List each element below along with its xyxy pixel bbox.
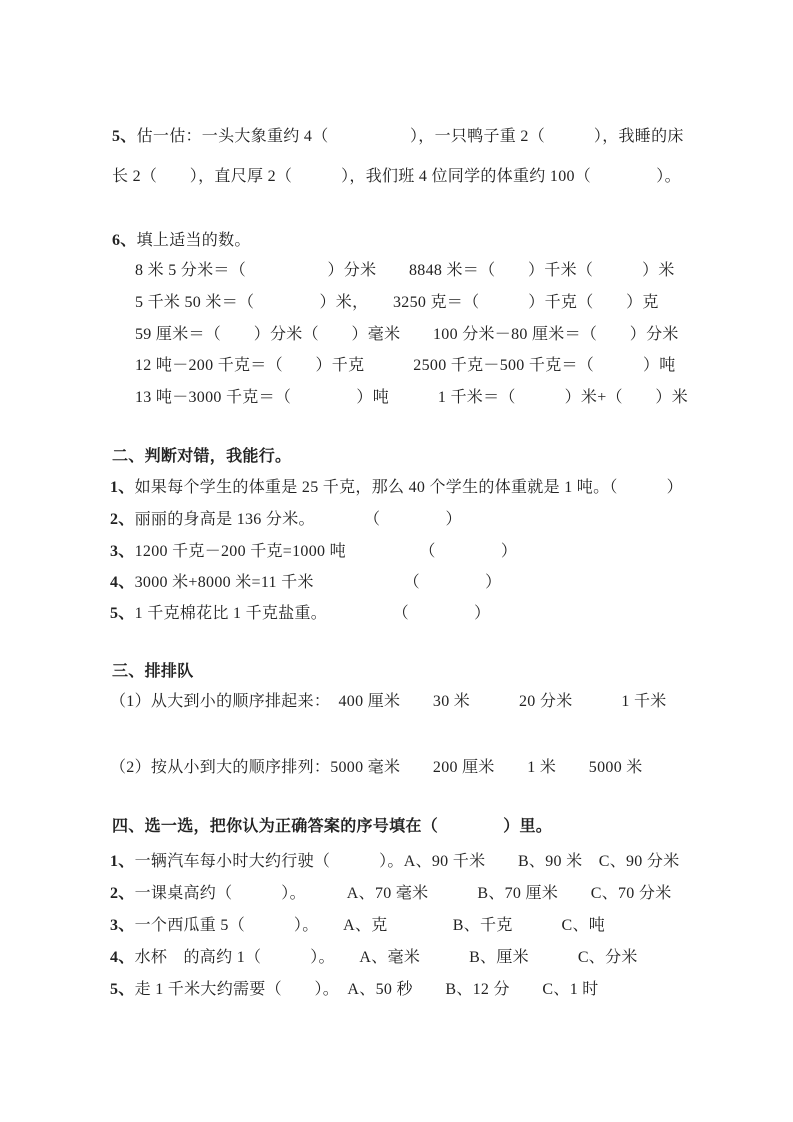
sort-item-number: （1） — [110, 693, 151, 710]
judge-item-number: 3、 — [110, 543, 135, 560]
choose-item-text: 走 1 千米大约需要（ ）。 A、50 秒 B、12 分 C、1 时 — [134, 981, 599, 998]
q5-number: 5、 — [112, 128, 137, 145]
sort-section-heading — [112, 661, 194, 683]
fill-row-text: 12 吨－200 千克＝（ ）千克 2500 千克－500 千克＝（ ）吨 — [135, 357, 676, 374]
sort-item-number: （2） — [110, 759, 151, 776]
sort-item-text: 按从小到大的顺序排列：5000 毫米 200 厘米 1 米 5000 米 — [150, 759, 643, 776]
judge-item-number: 1、 — [110, 479, 135, 496]
fill-row-text: 5 千米 50 米＝（ ）米， 3250 克＝（ ）千克（ ）克 — [135, 294, 659, 311]
fill-row — [135, 260, 675, 282]
choose-item-number: 2、 — [110, 885, 135, 902]
judge-heading-text: 二、判断对错，我能行。 — [112, 448, 292, 465]
sort-item — [110, 757, 643, 779]
fill-row-text: 13 吨－3000 千克＝（ ）吨 1 千米＝（ ）米+（ ）米 — [135, 389, 689, 406]
choose-item-text: 一个西瓜重 5（ ）。 A、克 B、千克 C、吨 — [134, 917, 606, 934]
choose-section-heading — [112, 816, 552, 838]
fill-row-text: 59 厘米＝（ ）分米（ ）毫米 100 分米－80 厘米＝（ ）分米 — [135, 326, 679, 343]
q6-number: 6、 — [112, 232, 137, 249]
choose-item-number: 5、 — [110, 981, 135, 998]
judge-item — [110, 572, 501, 594]
sort-item-text: 从大到小的顺序排起来： 400 厘米 30 米 20 分米 1 千米 — [150, 693, 667, 710]
q5-line2-text: 长 2（ ），直尺厚 2（ ），我们班 4 位同学的体重约 100（ ）。 — [112, 168, 681, 185]
judge-item — [110, 509, 462, 531]
choose-item — [110, 947, 638, 969]
choose-item — [110, 979, 599, 1001]
choose-item — [110, 851, 680, 873]
judge-item — [110, 603, 490, 625]
judge-item-text: 丽丽的身高是 136 分米。 （ ） — [134, 511, 462, 528]
fill-row — [135, 387, 688, 409]
choose-item-text: 水杯 的高约 1（ ）。 A、毫米 B、厘米 C、分米 — [134, 949, 638, 966]
choose-item-text: 一课桌高约（ ）。 A、70 毫米 B、70 厘米 C、70 分米 — [134, 885, 672, 902]
fill-row — [135, 355, 676, 377]
choose-item-number: 3、 — [110, 917, 135, 934]
choose-item — [110, 915, 605, 937]
choose-item-number: 1、 — [110, 853, 135, 870]
judge-item-number: 5、 — [110, 605, 135, 622]
sort-item — [110, 691, 667, 713]
q6-heading-text: 填上适当的数。 — [136, 232, 251, 249]
fill-row — [135, 292, 659, 314]
judge-item-text: 如果每个学生的体重是 25 千克，那么 40 个学生的体重就是 1 吨。（ ） — [134, 479, 683, 496]
choose-item — [110, 883, 672, 905]
choose-item-number: 4、 — [110, 949, 135, 966]
q5-line1-text: 估一估：一头大象重约 4（ ），一只鸭子重 2（ ），我睡的床 — [136, 128, 684, 145]
sort-heading-text: 三、排排队 — [112, 663, 194, 680]
judge-item — [110, 541, 517, 563]
q6-heading — [112, 230, 251, 252]
judge-item-number: 2、 — [110, 511, 135, 528]
judge-item — [110, 477, 683, 499]
judge-item-text: 1200 千克－200 千克=1000 吨 （ ） — [134, 543, 518, 560]
choose-heading-text: 四、选一选，把你认为正确答案的序号填在（ ）里。 — [112, 818, 553, 835]
judge-section-heading — [112, 446, 291, 468]
q5-line2 — [112, 166, 681, 188]
judge-item-text: 1 千克棉花比 1 千克盐重。 （ ） — [134, 605, 491, 622]
judge-item-number: 4、 — [110, 574, 135, 591]
choose-item-text: 一辆汽车每小时大约行驶（ ）。A、90 千米 B、90 米 C、90 分米 — [134, 853, 680, 870]
fill-row — [135, 324, 679, 346]
q5-line1 — [112, 126, 684, 148]
fill-row-text: 8 米 5 分米＝（ ）分米 8848 米＝（ ）千米（ ）米 — [135, 262, 675, 279]
judge-item-text: 3000 米+8000 米=11 千米 （ ） — [134, 574, 502, 591]
